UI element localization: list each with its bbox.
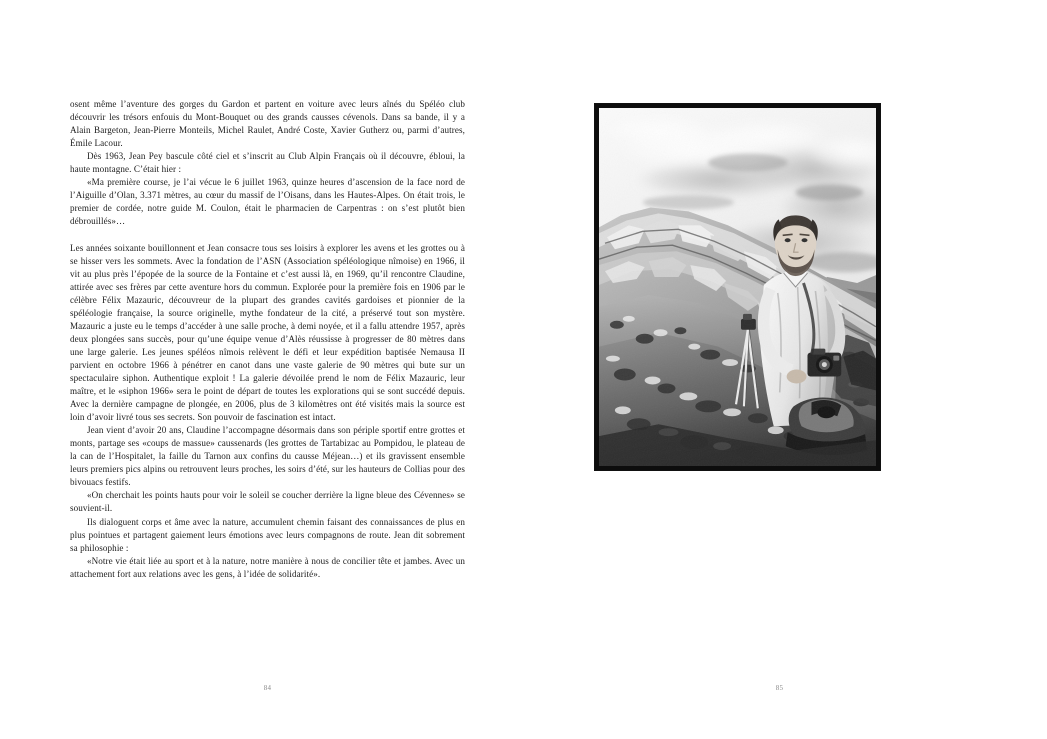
paragraph-3: «Ma première course, je l’ai vécue le 6 juillet 1963, quinze heures d’ascension de la face nord de l’Aiguille d’Olan, 3.371 mètres, au cœur du massif de l’Oisans, dans les Hautes-Alpes. On était trois, le premier de cordée, notre guide M. Coulon, était le pharmacien de Carpentras : on s’est plutôt bien débrouillés»… bbox=[70, 177, 465, 227]
paragraph-2: Dès 1963, Jean Pey bascule côté ciel et s’inscrit au Club Alpin Français où il découvre, ébloui, la haute montagne. C’était hier : bbox=[70, 151, 465, 175]
paragraph-5: Jean vient d’avoir 20 ans, Claudine l’accompagne désormais dans son périple sportif entre grottes et monts, partage ses «coups de massue» caussenards (les grottes de Tartabizac au Pompidou, le plateau de la can de l’Hospitalet, la faille du Tarnon aux confins du causse Méjean…) et ils gravissent ensemble leurs premiers pics alpins ou retrouvent leurs proches, les soirs d’été, sur les hauteurs de Collias pour des bivouacs festifs. bbox=[70, 425, 465, 488]
paragraph-4: Les années soixante bouillonnent et Jean consacre tous ses loisirs à explorer les avens et les grottes ou à se hisser vers les sommets. Avec la fondation de l’ASN (Association spéléologique nîmoise) en 1966, il vit au plus près l’épopée de la source de la Fontaine et c’est aussi là, en 1969, qu’il rencontre Claudine, attirée avec ses frères par cette aventure hors du commun. Explorée pour la première fois en 1906 par le célèbre Félix Mazauric, découvreur de la plupart des grandes cavités gardoises et pionnier de la spéléologie française, la source originelle, mythe fondateur de la cité, a préservé tout son mystère. Mazauric a juste eu le temps d’accéder à une salle proche, à demi noyée, et il a fallu attendre 1957, après deux plongées sans succès, pour qu’une équipe venue d’Alès réussisse à progresser de 80 mètres dans une large galerie. Les jeunes spéléos nîmois relèvent le défi et leur expédition baptisée Nemausa II parvient en octobre 1966 à pénétrer en canot dans une vaste galerie de 90 mètres qui bute sur un spectaculaire siphon. Authentique exploit ! La galerie dévoilée prend le nom de Félix Mazauric, leur maître, et le «siphon 1966» sera le point de départ de toutes les explorations qui se sont succédé depuis. Avec la dernière campagne de plongée, en 2006, plus de 3 kilomètres ont été visités mais la source est loin d’avoir livré tous ses secrets. Son pouvoir de fascination est intact. bbox=[70, 242, 465, 423]
paragraph-6: «On cherchait les points hauts pour voir le soleil se coucher derrière la ligne bleue des Cévennes» se souvient-il. bbox=[70, 490, 465, 514]
paragraph-7: Ils dialoguent corps et âme avec la nature, accumulent chemin faisant des connaissances de plus en plus pointues et partagent gaiement leurs émotions avec leurs compagnons de route. Jean dit sobrement sa philosophie : bbox=[70, 516, 465, 553]
paragraph-1: osent même l’aventure des gorges du Gardon et partent en voiture avec leurs aînés du Spéléo club découvrir les trésors enfouis du Mont-Bouquet ou des grands causses cévenols. Dans sa bande, il y a Alain Bargeton, Jean-Pierre Monteils, Michel Raulet, André Coste, Xavier Gutherz ou, parmi d’autres, Émile Lacour. bbox=[70, 99, 465, 149]
left-page-text-column bbox=[70, 98, 465, 581]
photograph-image bbox=[599, 108, 876, 466]
photograph-frame bbox=[594, 103, 881, 471]
page-number-left: 84 bbox=[263, 684, 272, 692]
page-number-right: 85 bbox=[775, 684, 784, 692]
paragraph-spacer-1 bbox=[70, 228, 465, 241]
paragraph-8: «Notre vie était liée au sport et à la nature, notre manière à nous de concilier tête et jambes. Avec un attachement fort aux relations avec les gens, à l’idée de solidarité». bbox=[70, 555, 465, 579]
